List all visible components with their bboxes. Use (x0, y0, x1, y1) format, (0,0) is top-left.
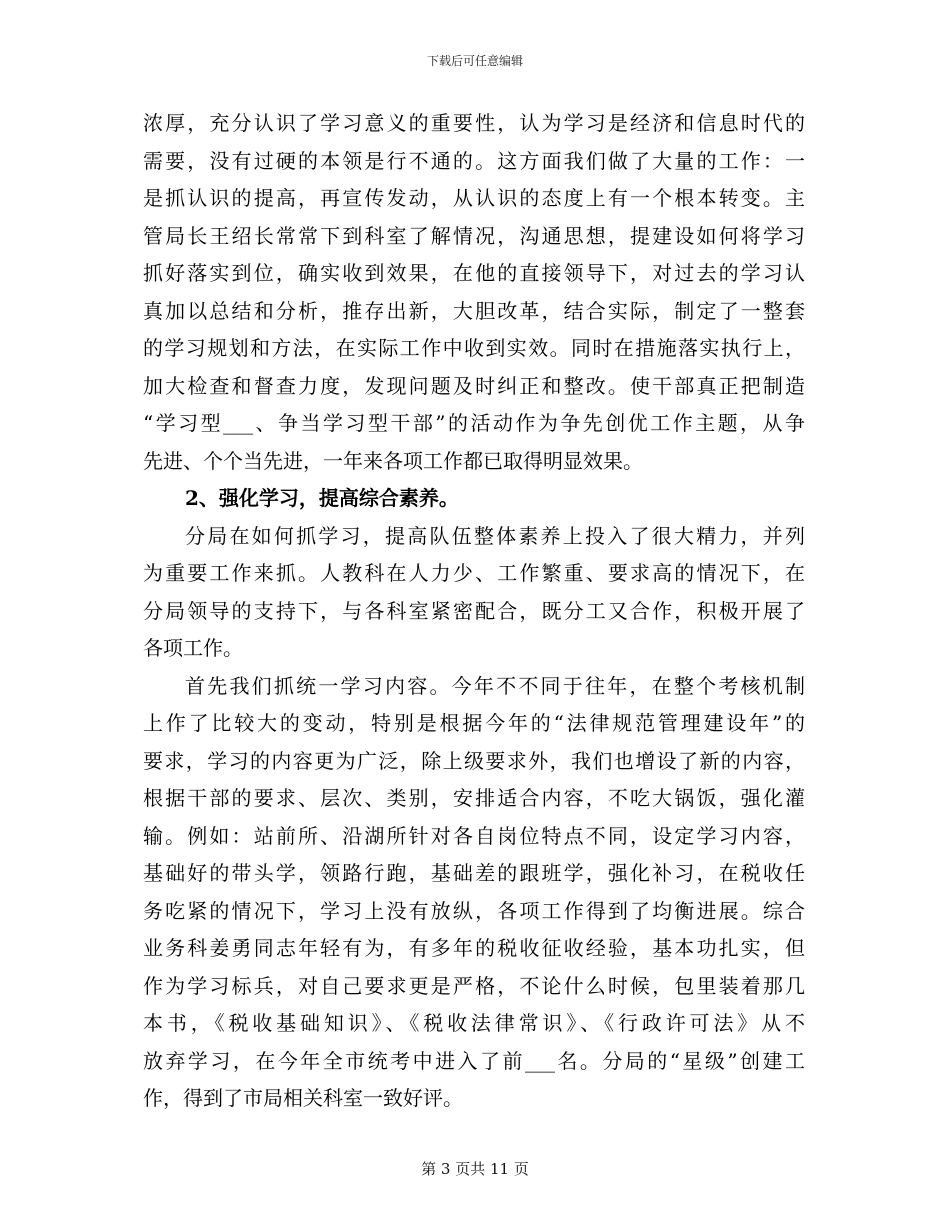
body-line: “学习型___、争当学习型干部”的活动作为争先创优工作主题，从争 (143, 411, 805, 435)
body-line: 需要，没有过硬的本领是行不通的。这方面我们做了大量的工作：一 (143, 148, 805, 173)
body-line: 要求，学习的内容更为广泛，除上级要求外，我们也增设了新的内容， (143, 748, 805, 773)
body-line: 分局领导的支持下，与各科室紧密配合，既分工又合作，积极开展了 (143, 598, 805, 623)
body-line: 务吃紧的情况下，学习上没有放纵，各项工作得到了均衡进展。综合 (143, 898, 805, 923)
section-heading: 2、强化学习，提高综合素养。 (185, 486, 459, 510)
body-line: 是抓认识的提高，再宣传发动，从认识的态度上有一个根本转变。主 (143, 186, 805, 210)
body-line: 首先我们抓统一学习内容。今年不不同于往年，在整个考核机制 (185, 673, 805, 698)
body-line: 先进、个个当先进，一年来各项工作都已取得明显效果。 (143, 448, 643, 473)
body-line: 抓好落实到位，确实收到效果，在他的直接领导下，对过去的学习认 (143, 261, 805, 285)
body-line: 分局在如何抓学习，提高队伍整体素养上投入了很大精力，并列 (185, 523, 805, 548)
page-header: 下载后可任意编辑 (426, 54, 523, 68)
page-number: 第 3 页共 11 页 (421, 1160, 529, 1178)
body-line: 上作了比较大的变动，特别是根据今年的“法律规范管理建设年”的 (143, 711, 805, 735)
body-line: 管局长王绍长常常下到科室了解情况，沟通思想，提建设如何将学习 (143, 223, 805, 248)
body-line: 放弃学习，在今年全市统考中进入了前___名。分局的“星级”创建工 (143, 1048, 805, 1073)
body-line: 作为学习标兵，对自己要求更是严格，不论什么时候，包里装着那几 (143, 973, 805, 998)
body-line: 加大检查和督查力度，发现问题及时纠正和整改。使干部真正把制造 (143, 373, 805, 398)
body-line: 作，得到了市局相关科室一致好评。 (143, 1086, 463, 1110)
body-line: 业务科姜勇同志年轻有为，有多年的税收征收经验，基本功扎实，但 (143, 936, 805, 960)
body-line: 输。例如：站前所、沿湖所针对各自岗位特点不同，设定学习内容， (143, 823, 805, 848)
body-line: 根据干部的要求、层次、类别，安排适合内容，不吃大锅饭，强化灌 (143, 786, 805, 810)
body-line: 基础好的带头学，领路行跑，基础差的跟班学，强化补习，在税收任 (143, 861, 805, 885)
document-body (143, 105, 805, 1118)
body-line: 为重要工作来抓。人教科在人力少、工作繁重、要求高的情况下，在 (143, 561, 805, 585)
body-line: 各项工作。 (143, 636, 243, 660)
body-line: 浓厚，充分认识了学习意义的重要性，认为学习是经济和信息时代的 (143, 111, 805, 135)
body-line: 本书，《税收基础知识》、《税收法律常识》、《行政许可法》从不 (143, 1011, 805, 1035)
body-line: 真加以总结和分析，推存出新，大胆改革，结合实际，制定了一整套 (143, 298, 805, 323)
body-line: 的学习规划和方法，在实际工作中收到实效。同时在措施落实执行上， (143, 336, 805, 360)
